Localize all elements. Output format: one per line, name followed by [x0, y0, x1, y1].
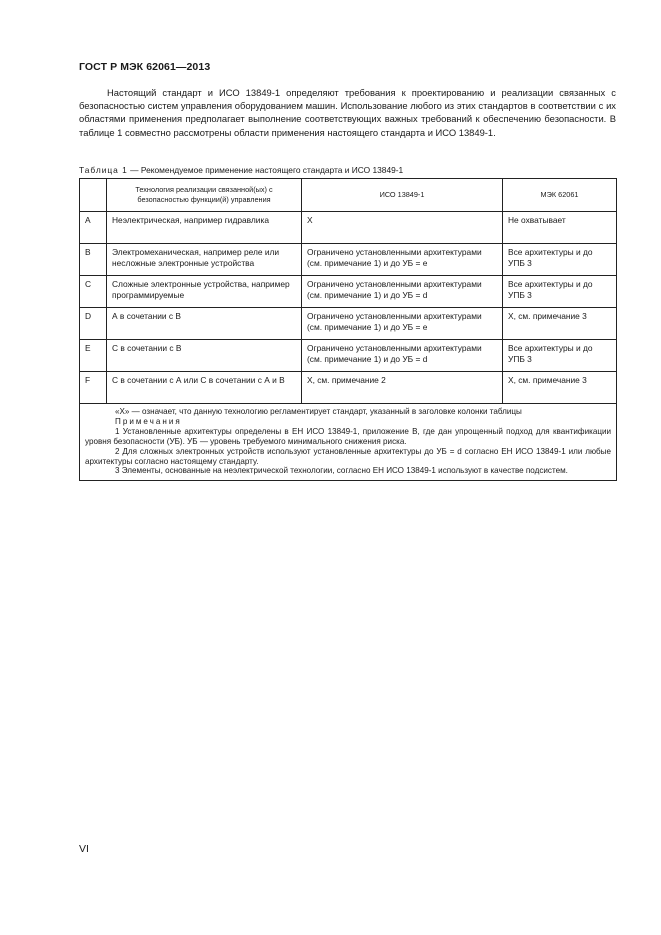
row-label: A [80, 212, 107, 244]
table-caption [79, 165, 403, 175]
row-label: C [80, 276, 107, 308]
x-meaning-note: «X» — означает, что данную технологию регламентирует стандарт, указанный в заголовке колонки таблицы [115, 407, 522, 416]
table-caption-title: — Рекомендуемое применение настоящего стандарта и ИСО 13849-1 [127, 165, 404, 175]
row-iso: Ограничено установленными архитектурами (см. примечание 1) и до УБ = е [302, 308, 503, 340]
note-2: 2 Для сложных электронных устройств используют установленные архитектуры до УБ = d согласно ЕН ИСО 13849-1 или любые архитектуры согласно настоящему стандарту. [85, 446, 611, 466]
table-row [80, 276, 617, 308]
row-technology: А в сочетании с В [107, 308, 302, 340]
row-iec: Не охватывает [503, 212, 617, 244]
row-iec: Все архитектуры и до УПБ 3 [503, 276, 617, 308]
row-iec: X, см. примечание 3 [503, 372, 617, 404]
recommendation-table [79, 178, 617, 481]
row-technology: Неэлектрическая, например гидравлика [107, 212, 302, 244]
header-technology: Технология реализации связанной(ых) с безопасностью функции(й) управления [107, 179, 302, 212]
row-technology: С в сочетании с В [107, 340, 302, 372]
row-iec: Все архитектуры и до УПБ 3 [503, 340, 617, 372]
row-label: E [80, 340, 107, 372]
notes-heading-text: Примечания [115, 416, 182, 426]
page-number: VI [79, 843, 89, 855]
header-empty-cell [80, 179, 107, 212]
document-header: ГОСТ Р МЭК 62061—2013 [79, 61, 211, 73]
row-label: F [80, 372, 107, 404]
row-iso: X, см. примечание 2 [302, 372, 503, 404]
row-iso: Ограничено установленными архитектурами (см. примечание 1) и до УБ = е [302, 244, 503, 276]
row-label: B [80, 244, 107, 276]
table-row [80, 372, 617, 404]
header-iso: ИСО 13849-1 [302, 179, 503, 212]
header-iec: МЭК 62061 [503, 179, 617, 212]
table-caption-label: Таблица 1 [79, 165, 128, 175]
table-notes-row [80, 404, 617, 481]
table-notes [80, 404, 617, 481]
row-label: D [80, 308, 107, 340]
row-iso: Ограничено установленными архитектурами (см. примечание 1) и до УБ = d [302, 340, 503, 372]
row-technology: С в сочетании с А или С в сочетании с А и В [107, 372, 302, 404]
notes-heading [85, 417, 611, 427]
row-technology: Сложные электронные устройства, например программируемые [107, 276, 302, 308]
table-row [80, 340, 617, 372]
row-iso: X [302, 212, 503, 244]
table-row [80, 212, 617, 244]
row-iec: Все архитектуры и до УПБ 3 [503, 244, 617, 276]
note-1: 1 Установленные архитектуры определены в ЕН ИСО 13849-1, приложение В, где дан упрощенный подход для квантификации уровня безопасности (УБ). УБ — уровень требуемого минимального снижения риска. [85, 426, 611, 446]
row-iec: X, см. примечание 3 [503, 308, 617, 340]
row-technology: Электромеханическая, например реле или несложные электронные устройства [107, 244, 302, 276]
row-iso: Ограничено установленными архитектурами (см. примечание 1) и до УБ = d [302, 276, 503, 308]
table-row [80, 308, 617, 340]
note-3: 3 Элементы, основанные на неэлектрической технологии, согласно ЕН ИСО 13849-1 используют в качестве подсистем. [115, 466, 568, 476]
intro-paragraph: Настоящий стандарт и ИСО 13849-1 определяют требования к проектированию и реализации связанных с безопасностью систем управления оборудованием машин. Использование любого из этих стандартов в соответствии с их областями применения предполагает выполнение соответствующих важных требований к обеспечению безопасности. В таблице 1 совместно рассмотрены области применения настоящего стандарта и ИСО 13849-1. [79, 87, 616, 138]
table-header-row [80, 179, 617, 212]
table-row [80, 244, 617, 276]
